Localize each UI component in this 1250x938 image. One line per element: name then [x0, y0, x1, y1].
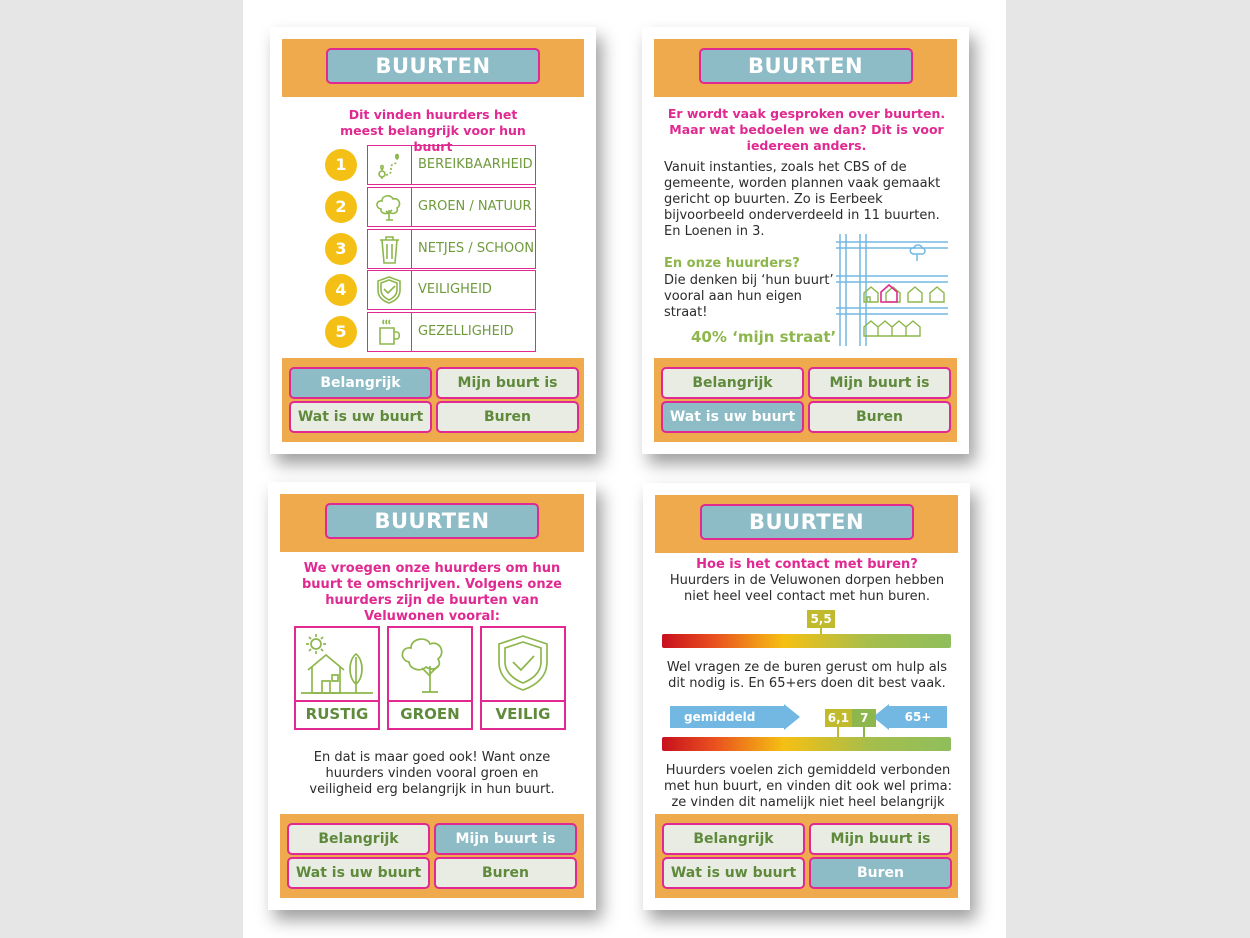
card-title: BUURTEN	[700, 504, 914, 540]
average-label: gemiddeld	[684, 710, 756, 724]
rank-badge: 4	[325, 274, 357, 306]
connection-text: Huurders voelen zich gemiddeld verbonden met hun buurt, en vinden dit ook wel prima: ze vinden dit namelijk niet heel belangrijk	[664, 763, 952, 810]
ranking-row	[367, 229, 536, 269]
seniors-label: 65+	[904, 710, 932, 724]
nav-buren-button[interactable]: Buren	[434, 857, 577, 889]
average-arrow	[670, 706, 784, 728]
intro-text: Er wordt vaak gesproken over buurten. Maar wat bedoelen we dan? Dit is voor iedereen anders.	[667, 106, 946, 153]
house-sun-icon	[296, 628, 378, 702]
stat-text: 40% ‘mijn straat’	[691, 328, 837, 346]
card-header	[655, 495, 958, 553]
contact-text: Huurders in de Veluwonen dorpen hebben niet heel veel contact met hun buren.	[669, 573, 945, 604]
card-nav	[282, 358, 584, 442]
rank-badge: 1	[325, 149, 357, 181]
card-belangrijk	[270, 27, 596, 454]
tree-icon	[368, 188, 411, 226]
help-text: Wel vragen ze de buren gerust om hulp als dit nodig is. En 65+ers doen dit best vaak.	[666, 660, 948, 691]
word-box-veilig	[480, 626, 566, 730]
word-label: VEILIG	[482, 700, 564, 728]
contact-score-tag: 5,5	[807, 610, 834, 628]
card-title: BUURTEN	[325, 503, 539, 539]
street-map-illustration	[836, 234, 950, 346]
card-mijn-buurt-is	[268, 482, 596, 910]
question-heading: Hoe is het contact met buren?	[696, 557, 918, 572]
intro-text: We vroegen onze huurders om hun buurt te omschrijven. Volgens onze huurders zijn de buurten van Veluwonen vooral:	[302, 561, 562, 624]
contact-scale-bar	[662, 634, 951, 648]
nav-wat-is-uw-buurt-button[interactable]: Wat is uw buurt	[662, 857, 805, 889]
help-scale-bar	[662, 737, 951, 751]
ranking-label: GEZELLIGHEID	[418, 324, 514, 339]
nav-wat-is-uw-buurt-button[interactable]: Wat is uw buurt	[287, 857, 430, 889]
nav-belangrijk-button[interactable]: Belangrijk	[662, 823, 805, 855]
ranking-row	[367, 187, 536, 227]
word-label: RUSTIG	[296, 700, 378, 728]
ranking-label: GROEN / NATUUR	[418, 199, 532, 214]
ranking-label: NETJES / SCHOON	[418, 241, 535, 256]
seniors-arrow	[889, 706, 947, 728]
card-nav	[280, 814, 584, 898]
nav-mijn-buurt-button[interactable]: Mijn buurt is	[434, 823, 577, 855]
coffee-mug-icon	[368, 313, 411, 351]
seniors-score-tag: 7	[852, 709, 876, 727]
trash-can-icon	[368, 230, 411, 268]
word-box-rustig	[294, 626, 380, 730]
card-title: BUURTEN	[326, 48, 540, 84]
score-marker-stem	[863, 727, 865, 737]
arrow-right-icon	[784, 704, 800, 730]
ranking-label: VEILIGHEID	[418, 282, 492, 297]
ranking-row	[367, 270, 536, 310]
nav-wat-is-uw-buurt-button[interactable]: Wat is uw buurt	[289, 401, 432, 433]
nav-belangrijk-button[interactable]: Belangrijk	[289, 367, 432, 399]
ranking-row	[367, 312, 536, 352]
nav-belangrijk-button[interactable]: Belangrijk	[661, 367, 804, 399]
nav-buren-button[interactable]: Buren	[809, 857, 952, 889]
intro-text: Dit vinden huurders het meest belangrijk voor hun buurt	[340, 107, 526, 154]
shield-check-icon	[482, 628, 564, 702]
rank-badge: 5	[325, 316, 357, 348]
nav-wat-is-uw-buurt-button[interactable]: Wat is uw buurt	[661, 401, 804, 433]
ranking-row	[367, 145, 536, 185]
outro-text: En dat is maar goed ook! Want onze huurders vinden vooral groen en veiligheid erg belangrijk in hun buurt.	[309, 750, 555, 797]
card-header	[282, 39, 584, 97]
nav-mijn-buurt-button[interactable]: Mijn buurt is	[808, 367, 951, 399]
nav-belangrijk-button[interactable]: Belangrijk	[287, 823, 430, 855]
rank-badge: 3	[325, 233, 357, 265]
average-score-tag: 6,1	[825, 709, 852, 727]
card-title: BUURTEN	[699, 48, 913, 84]
nav-buren-button[interactable]: Buren	[436, 401, 579, 433]
score-marker-stem	[820, 628, 822, 634]
card-header	[280, 494, 584, 552]
card-buren	[643, 483, 970, 910]
rank-badge: 2	[325, 191, 357, 223]
question-heading: En onze huurders?	[664, 256, 800, 271]
route-pin-icon	[368, 146, 411, 184]
ranking-label: BEREIKBAARHEID	[418, 157, 533, 172]
nav-buren-button[interactable]: Buren	[808, 401, 951, 433]
card-nav	[655, 814, 958, 898]
nav-mijn-buurt-button[interactable]: Mijn buurt is	[809, 823, 952, 855]
nav-mijn-buurt-button[interactable]: Mijn buurt is	[436, 367, 579, 399]
card-header	[654, 39, 957, 97]
card-wat-is-uw-buurt	[642, 27, 969, 454]
answer-text: Die denken bij ‘hun buurt’ vooral aan hun eigen straat!	[664, 273, 834, 320]
card-nav	[654, 358, 957, 442]
word-label: GROEN	[389, 700, 471, 728]
body-text: Vanuit instanties, zoals het CBS of de gemeente, worden plannen vaak gemaakt gericht op buurten. Zo is Eerbeek bijvoorbeeld onderverdeeld in 11 buurten. En Loenen in 3.	[664, 160, 941, 239]
tree-icon	[389, 628, 471, 702]
score-marker-stem	[837, 727, 839, 737]
shield-check-icon	[368, 271, 411, 309]
word-box-groen	[387, 626, 473, 730]
